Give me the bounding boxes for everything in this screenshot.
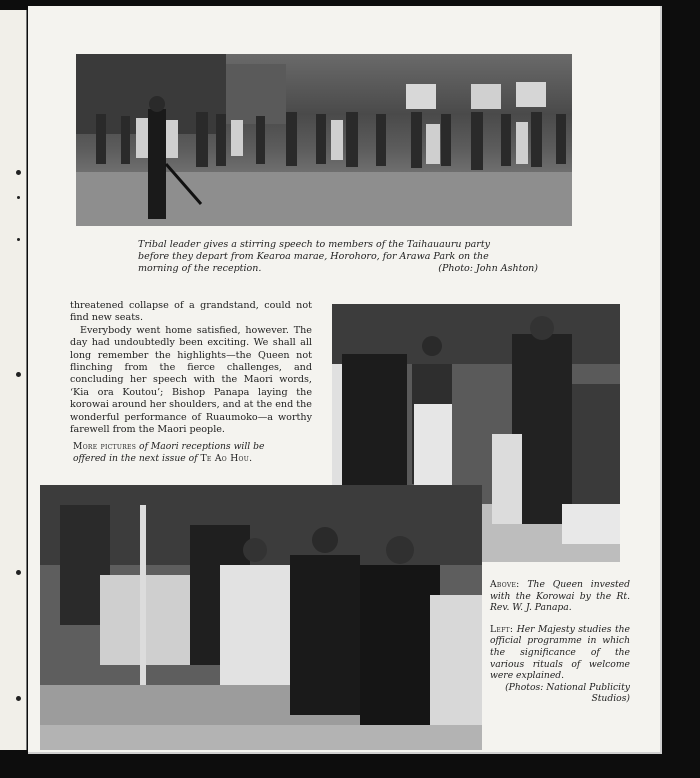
- caption-line: Tribal leader gives a stirring speech to members of the Taihauauru party: [138, 239, 491, 250]
- left-caption-text: Her Majesty studies the official programme in which the significance of the various rituals of welcome were explained.: [490, 623, 630, 682]
- queen-programme-photo: [40, 485, 482, 750]
- tribal-leader-speech-photo: [76, 54, 572, 226]
- photo-credit: (Photo: John Ashton): [438, 263, 538, 274]
- binding-mark: [17, 238, 20, 241]
- binding-mark: [16, 696, 21, 701]
- caption-line: before they depart from Kearoa marae, Horohoro, for Arawa Park on the: [138, 251, 489, 262]
- caption-line: morning of the reception.: [138, 263, 262, 274]
- photo-credit: (Photos: National Publicity Studios): [505, 681, 630, 705]
- binding-mark: [16, 570, 21, 575]
- side-captions: [490, 579, 630, 715]
- note-text: Maori receptions will be: [150, 441, 265, 452]
- left-label: Left:: [490, 623, 514, 635]
- more-pictures-lead: More pictures: [73, 441, 137, 452]
- binding-mark: [17, 196, 20, 199]
- above-caption-text: The Queen invested with the Korowai by the Rt. Rev. W. J. Panapa.: [490, 579, 630, 614]
- magazine-title: Te Ao Hou.: [200, 453, 253, 464]
- binding-mark: [16, 170, 21, 175]
- article-paragraph: Everybody went home satisfied, however. The day had undoubtedly been exciting. We shall all long remember the highlights—the Queen not flinching from the fierce challenges, and concluding her speech with the Maori words, ‘Kia ora Koutou’; Bishop Panapa laying the korowai around her shoulders, and at the end the wonderful performance of Ruaumoko—a worthy farewell from the Maori people.: [70, 324, 312, 436]
- top-photo-caption: [138, 239, 538, 275]
- more-pictures-note: [73, 441, 315, 465]
- article-paragraph: threatened collapse of a grandstand, could not find new seats.: [70, 300, 312, 324]
- above-label: Above:: [490, 579, 520, 590]
- adjacent-page-edge: [0, 10, 27, 750]
- note-text: offered in the next issue of: [73, 453, 198, 464]
- magazine-page: [28, 6, 662, 754]
- note-text: of: [139, 441, 148, 452]
- binding-mark: [16, 372, 21, 377]
- article-text: [70, 300, 312, 436]
